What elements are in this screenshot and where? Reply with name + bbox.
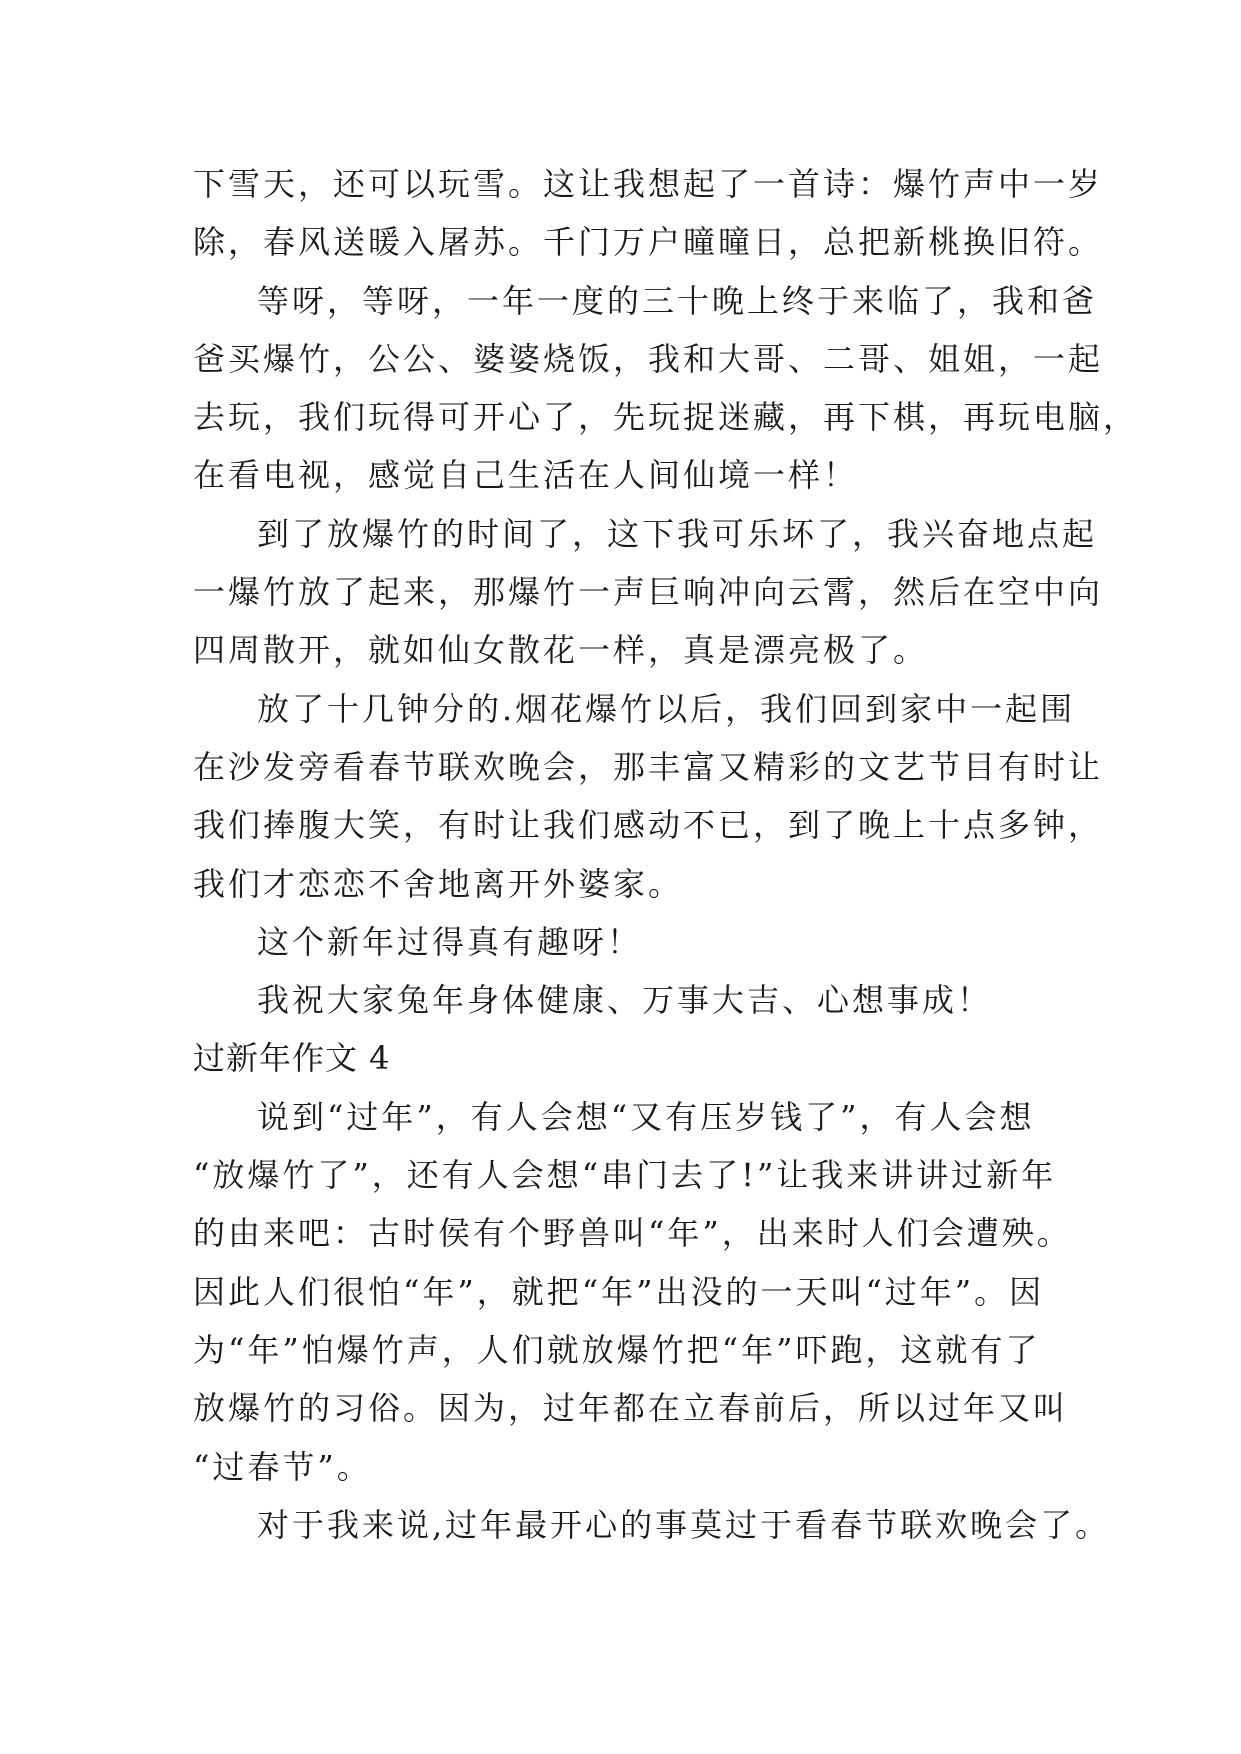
text-line: “放爆竹了”，还有人会想“串门去了!”让我来讲讲过新年 bbox=[193, 1156, 1057, 1195]
text-line: 我们捧腹大笑，有时让我们感动不已，到了晚上十点多钟， bbox=[193, 806, 1104, 845]
text-line: 为“年”怕爆竹声，人们就放爆竹把“年”吓跑，这就有了 bbox=[193, 1330, 1041, 1369]
text-line: 在沙发旁看春节联欢晚会，那丰富又精彩的文艺节目有时让 bbox=[193, 747, 1104, 786]
text-line: “过春节”。 bbox=[193, 1447, 372, 1486]
text-line: 爸买爆竹，公公、婆婆烧饭，我和大哥、二哥、姐姐，一起 bbox=[193, 339, 1104, 378]
text-line: 我们才恋恋不舍地离开外婆家。 bbox=[193, 864, 684, 903]
paragraph-start-line: 等呀，等呀，一年一度的三十晚上终于来临了，我和爸 bbox=[257, 281, 1098, 320]
text-line: 在看电视，感觉自己生活在人间仙境一样！ bbox=[193, 456, 859, 495]
paragraph-start-line: 说到“过年”，有人会想“又有压岁钱了”，有人会想 bbox=[257, 1097, 1035, 1136]
text-line: 因此人们很怕“年”，就把“年”出没的一天叫“过年”。因 bbox=[193, 1272, 1045, 1311]
text-line: 的由来吧：古时侯有个野兽叫“年”，出来时人们会遭殃。 bbox=[193, 1214, 1072, 1253]
paragraph-start-line: 对于我来说,过年最开心的事莫过于看春节联欢晚会了。 bbox=[257, 1505, 1111, 1544]
paragraph-start-line: 到了放爆竹的时间了，这下我可乐坏了，我兴奋地点起 bbox=[257, 514, 1098, 553]
essay-body bbox=[193, 155, 1139, 1554]
text-line: 一爆竹放了起来，那爆竹一声巨响冲向云霄，然后在空中向 bbox=[193, 573, 1104, 612]
paragraph-start-line: 这个新年过得真有趣呀！ bbox=[257, 922, 643, 961]
section-heading: 过新年作文 4 bbox=[193, 1039, 391, 1078]
text-line: 放爆竹的习俗。因为，过年都在立春前后，所以过年又叫 bbox=[193, 1389, 1069, 1428]
text-line: 下雪天，还可以玩雪。这让我想起了一首诗：爆竹声中一岁 bbox=[193, 165, 1104, 203]
text-line: 四周散开，就如仙女散花一样，真是漂亮极了。 bbox=[193, 631, 929, 670]
text-line: 去玩，我们玩得可开心了，先玩捉迷藏，再下棋，再玩电脑， bbox=[193, 398, 1139, 437]
text-line: 除，春风送暖入屠苏。千门万户曈曈日，总把新桃换旧符。 bbox=[193, 223, 1104, 262]
paragraph-start-line: 放了十几钟分的.烟花爆竹以后，我们回到家中一起围 bbox=[257, 689, 1076, 728]
paragraph-start-line: 我祝大家兔年身体健康、万事大吉、心想事成！ bbox=[257, 981, 993, 1020]
